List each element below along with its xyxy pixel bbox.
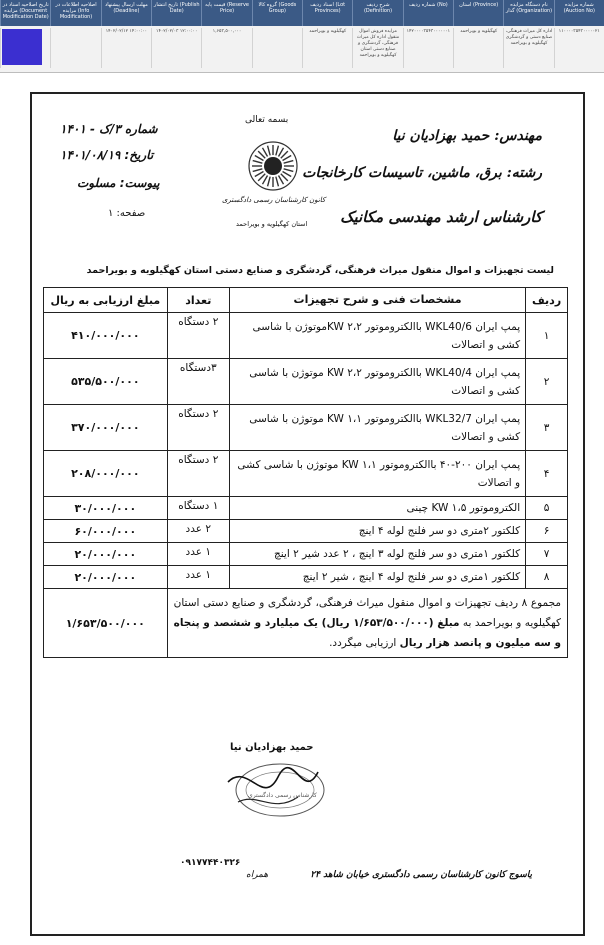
logo-caption: کانون کارشناسان رسمی دادگستری xyxy=(222,196,326,204)
footer-mobile: ۰۹۱۷۷۴۴۰۳۲۶ xyxy=(180,858,241,868)
logo-ray xyxy=(253,161,263,164)
row-description: کلکتور ۱متری دو سر فلنج لوله ۳ اینچ ، ۲ عدد شیر ۲ اینچ xyxy=(229,543,525,566)
table-row xyxy=(44,313,568,359)
auction-header-value xyxy=(50,28,100,68)
row-number: ۵ xyxy=(526,497,568,520)
auction-header-col: تاریخ انتشار (Publish Date) xyxy=(151,0,201,26)
logo-ray xyxy=(281,151,288,158)
row-quantity: ۲ دستگاه xyxy=(167,405,229,451)
row-number: ۷ xyxy=(526,543,568,566)
selection-highlight xyxy=(2,29,42,65)
row-number: ۶ xyxy=(526,520,568,543)
row-number: ۴ xyxy=(526,451,568,497)
auction-header-col: نام دستگاه مزایده گذار (Organization) xyxy=(503,0,553,26)
signature-stamp-icon xyxy=(218,752,328,822)
table-header-row xyxy=(44,288,568,313)
row-amount: ۳۷۰/۰۰۰/۰۰۰ xyxy=(44,405,168,451)
table-row xyxy=(44,543,568,566)
engineer-field: رشته: برق، ماشین، تاسیسات کارخانجات xyxy=(302,165,542,181)
list-title: لیست تجهیزات و اموال منقول میراث فرهنگی، گردشگری و صنایع دستی استان کهگیلویه و بویراحمد xyxy=(86,265,554,276)
engineer-title: کارشناس ارشد مهندسی مکانیک xyxy=(340,208,542,226)
row-description: پمپ ایران WKL40/4 باالکتروموتور KW ۲،۲ موتوژن با شاسی کشی و اتصالات xyxy=(229,359,525,405)
page-number: صفحه: ۱ xyxy=(108,208,146,219)
logo-ray xyxy=(279,148,284,157)
header-quantity: تعداد xyxy=(167,288,229,313)
row-amount: ۳۰/۰۰۰/۰۰۰ xyxy=(44,497,168,520)
logo-ray xyxy=(284,169,294,172)
row-amount: ۶۰/۰۰۰/۰۰۰ xyxy=(44,520,168,543)
logo-ray xyxy=(255,156,264,161)
row-description: پمپ ایران ۲۰۰-۴۰ باالکتروموتور KW ۱،۱ موتوژن با شاسی کشی و اتصالات xyxy=(229,451,525,497)
row-number: ۸ xyxy=(526,566,568,589)
logo-ray xyxy=(279,176,284,185)
logo-ray xyxy=(284,161,294,164)
header-row-number: ردیف xyxy=(526,288,568,313)
logo-ray xyxy=(258,151,265,158)
auction-header-col: گروه کالا (Goods Group) xyxy=(252,0,302,26)
auction-header-value: کهگیلویه و بویراحمد xyxy=(453,28,503,68)
auction-header-value: ۱,۶۵۳,۵۰۰,۰۰۰ xyxy=(201,28,251,68)
auction-header xyxy=(0,0,604,73)
table-row xyxy=(44,451,568,497)
auction-header-value: ۱۴۰۲/۰۲/۰۳ ۱۲:۰۰:۰۰ xyxy=(151,28,201,68)
row-quantity: ۲ دستگاه xyxy=(167,313,229,359)
row-quantity: ۳دستگاه xyxy=(167,359,229,405)
auction-header-col: اسناد ردیف (Lot Provinces) xyxy=(302,0,352,26)
row-description: پمپ ایران WKL40/6 باالکتروموتور KW ۲،۲موتوژن با شاسی کشی و اتصالات xyxy=(229,313,525,359)
logo-ray xyxy=(263,148,268,157)
logo-ray xyxy=(253,169,263,172)
header-amount: مبلغ ارزیابی به ریال xyxy=(44,288,168,313)
logo-ray xyxy=(281,174,288,181)
auction-header-col: شرح ردیف (Definition) xyxy=(352,0,402,26)
auction-header-columns xyxy=(0,0,604,26)
footer-mobile-label: همراه xyxy=(246,870,269,880)
total-amount: ۱/۶۵۳/۵۰۰/۰۰۰ xyxy=(44,589,168,658)
logo-ray xyxy=(276,177,279,187)
logo-ray xyxy=(258,174,265,181)
logo-ray xyxy=(255,172,264,177)
row-description: الکتروموتور KW ۱،۵ چینی xyxy=(229,497,525,520)
logo-subcaption: استان کهگیلویه و بویراحمد xyxy=(236,220,308,228)
auction-header-col: تاریخ اصلاحیه اسناد در مزایده (Document Modification Date) xyxy=(0,0,50,26)
row-description: کلکتور ۲متری دو سر فلنج لوله ۴ اینچ xyxy=(229,520,525,543)
table-row xyxy=(44,520,568,543)
logo-ray xyxy=(283,172,292,177)
auction-header-values xyxy=(0,28,604,68)
items-table xyxy=(43,287,568,658)
auction-header-col: استان (Province) xyxy=(453,0,503,26)
signer-name: حمید بهزادیان نیا xyxy=(230,742,314,753)
auction-header-value: مزایده فروش اموال منقول اداره کل میراث فرهنگی، گردشگری و صنایع دستی استان کهگیلویه و بویراحمد xyxy=(352,28,402,68)
row-quantity: ۱ عدد xyxy=(167,566,229,589)
table-row xyxy=(44,497,568,520)
row-number: ۳ xyxy=(526,405,568,451)
auction-header-value: اداره کل میراث فرهنگی، صنایع دستی و گردشگری کهگیلویه و بویراحمد xyxy=(503,28,553,68)
auction-header-value: ۱۱۰۰۰۰۳۵۴۳۰۰۰۰۰۲۱ xyxy=(554,28,604,68)
row-amount: ۲۰/۰۰۰/۰۰۰ xyxy=(44,543,168,566)
auction-header-value xyxy=(252,28,302,68)
table-row xyxy=(44,566,568,589)
logo-ray xyxy=(268,146,271,156)
letter-attachment: پیوست: مسلوت xyxy=(77,176,160,190)
row-description: کلکتور ۱متری دو سر فلنج لوله ۴ اینچ ، شیر ۲ اینچ xyxy=(229,566,525,589)
auction-header-col: قیمت پایه (Reserve Price) xyxy=(201,0,251,26)
row-description: پمپ ایران WKL32/7 باالکتروموتور KW ۱،۱ موتوژن با شاسی کشی و اتصالات xyxy=(229,405,525,451)
row-number: ۱ xyxy=(526,313,568,359)
auction-header-value: کهگیلویه و بویراحمد xyxy=(302,28,352,68)
engineer-name: مهندس: حمید بهزادیان نیا xyxy=(392,128,542,144)
auction-header-col: مهلت ارسال پیشنهاد (Deadline) xyxy=(101,0,151,26)
logo-ray xyxy=(283,156,292,161)
auction-header-col: شماره مزایده (Auction No) xyxy=(554,0,604,26)
row-quantity: ۲ عدد xyxy=(167,520,229,543)
summary-row xyxy=(44,589,568,658)
row-quantity: ۱ دستگاه xyxy=(167,497,229,520)
row-amount: ۲۰/۰۰۰/۰۰۰ xyxy=(44,566,168,589)
stamp-text: کارشناس رسمی دادگستری xyxy=(248,792,317,799)
row-quantity: ۱ عدد xyxy=(167,543,229,566)
summary-text: مجموع ۸ ردیف تجهیزات و اموال منقول میراث فرهنگی، گردشگری و صنایع دستی استان کهگیلویه و بویراحمد به مبلغ (۱/۶۵۳/۵۰۰/۰۰۰ ریال) یک میلیارد و ششصد و پنجاه و سه میلیون و پانصد هزار ریال ارزیابی میگردد. xyxy=(167,589,567,658)
logo-ray xyxy=(268,177,271,187)
logo-ray xyxy=(263,176,268,185)
table-row xyxy=(44,359,568,405)
auction-header-value: ۱۴۲۰۰۰۰۳۵۴۳۰۰۰۰۰۰۱ xyxy=(403,28,453,68)
table-row xyxy=(44,405,568,451)
kanoon-logo-icon xyxy=(245,138,301,194)
letter-number: شماره ۳/ک - ۱۴۰۱ xyxy=(60,122,158,136)
footer-address: یاسوج کانون کارشناسان رسمی دادگستری خیابان شاهد ۲۴ xyxy=(310,870,532,880)
letter-date: تاریخ: ۱۴۰۱/۰۸/۱۹ xyxy=(60,148,154,162)
auction-header-col: شماره ردیف (No) xyxy=(403,0,453,26)
row-amount: ۵۳۵/۵۰۰/۰۰۰ xyxy=(44,359,168,405)
basmala: بسمه تعالی xyxy=(245,115,289,125)
row-quantity: ۲ دستگاه xyxy=(167,451,229,497)
auction-header-col: اصلاحیه اطلاعات در مرایده (Info Modification) xyxy=(50,0,100,26)
logo-ray xyxy=(276,146,279,156)
auction-header-value: ۱۴۰۲/۰۲/۱۲ ۱۴:۰۰:۰۰ xyxy=(101,28,151,68)
row-amount: ۴۱۰/۰۰۰/۰۰۰ xyxy=(44,313,168,359)
row-number: ۲ xyxy=(526,359,568,405)
row-amount: ۲۰۸/۰۰۰/۰۰۰ xyxy=(44,451,168,497)
header-description: مشخصات فنی و شرح تجهیزات xyxy=(229,288,525,313)
